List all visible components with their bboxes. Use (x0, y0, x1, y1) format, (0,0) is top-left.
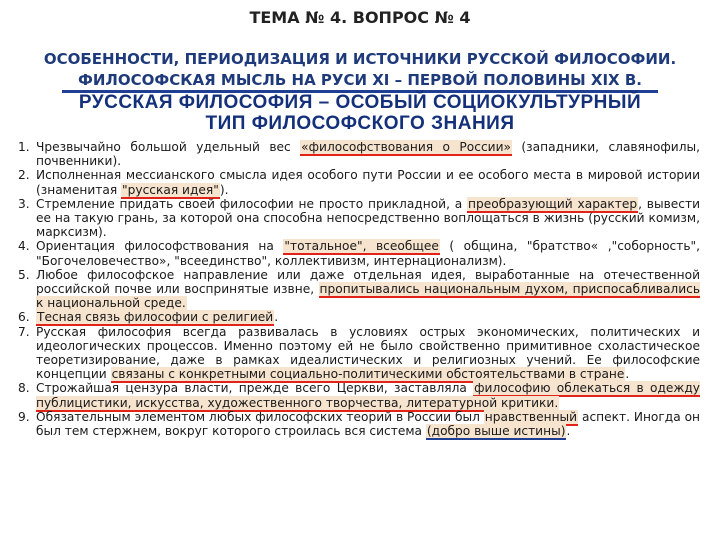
heading-line-2: ТИП ФИЛОСОФСКОГО ЗНАНИЯ (205, 113, 515, 134)
item-highlight: связаны с конкретными социально-политическими обстоятельствами в стране (111, 367, 625, 382)
list-item (18, 168, 700, 196)
item-text: . (625, 367, 630, 382)
item-highlight: нравственный (484, 409, 578, 424)
item-highlight: "тотальное", всеобщее (284, 239, 439, 254)
item-text: Обязательным элементом любых философских теорий в России был (36, 409, 484, 424)
item-text: аспект. Иногда он был тем стержнем, вокруг которого строилась вся система (36, 409, 701, 439)
item-text: , вывести ее на такую грань, за которой она способна непосредственно воплощаться в жизнь (русский комизм, марксизм). (36, 196, 701, 240)
item-highlight: «философствования о России» (301, 140, 511, 154)
item-text: ( община, "братство« ,"соборность", "Богочеловечество», "всеединство", коллективизм, интернационализм). (36, 239, 700, 268)
list-item (18, 239, 700, 267)
item-number: 7. (18, 324, 30, 339)
item-highlight: (добро выше истины) (426, 424, 566, 439)
item-text: . (566, 424, 571, 439)
item-highlight: Тесная связь философии с религией (37, 310, 274, 325)
theses-list (18, 140, 700, 438)
topic-title: ТЕМА № 4. ВОПРОС № 4 (249, 8, 471, 27)
item-number: 8. (18, 381, 30, 396)
heading-line-1: РУССКАЯ ФИЛОСОФИЯ – ОСОБЫЙ СОЦИОКУЛЬТУРНЫЙ (78, 92, 642, 113)
list-item (18, 268, 700, 311)
item-text: Чрезвычайно большой удельный вес (36, 140, 301, 154)
list-item (18, 410, 700, 438)
item-highlight: пропитывались национальным духом, приспосабливались к национальной среде. (36, 282, 701, 311)
list-item (18, 310, 700, 324)
item-number: 6. (18, 310, 30, 325)
list-item (18, 381, 700, 409)
item-number: 4. (18, 239, 30, 254)
item-text: Строжайшая цензура власти, прежде всего Церкви, заставляла (36, 381, 474, 396)
item-highlight: преобразующий характер (468, 196, 638, 211)
item-number: 2. (18, 168, 30, 183)
list-item (18, 197, 700, 240)
item-number: 1. (18, 140, 30, 154)
item-text: (западники, славянофилы, почвенники). (36, 140, 700, 169)
subtitle-line-1: ОСОБЕННОСТИ, ПЕРИОДИЗАЦИЯ И ИСТОЧНИКИ РУССКОЙ ФИЛОСОФИИ. (43, 50, 677, 68)
item-highlight: "русская идея" (122, 182, 219, 197)
item-highlight: философию облекаться в одежду публицистики, искусства, художественного творчества, литературной критики. (36, 381, 700, 410)
item-number: 9. (18, 409, 30, 424)
item-number: 5. (18, 267, 30, 282)
item-number: 3. (18, 196, 30, 211)
item-text: ). (219, 182, 229, 197)
list-item (18, 140, 700, 168)
item-text: Стремление придать своей философии не просто прикладной, а (36, 196, 468, 211)
subtitle-line-2: ФИЛОСОФСКАЯ МЫСЛЬ НА РУСИ XI – ПЕРВОЙ ПОЛОВИНЫ XIX В. (78, 71, 642, 89)
item-text: Любое философское направление или даже отдельная идея, выработанные на отечественной российской почве или воспринятые извне, (36, 267, 700, 297)
item-text: Ориентация философствования на (36, 239, 284, 254)
list-item (18, 325, 700, 382)
item-text: . (274, 310, 279, 325)
item-text: Русская философия всегда развивалась в условиях острых экономических, политических и идеологических процессов. Именно поэтому ей не было свойственно примитивное схоластическое теоретизирование, даже в рамках идеалистических и религиозных учений. Ее философские концепции (36, 324, 700, 382)
item-text: Исполненная мессианского смысла идея особого пути России и ее особого места в мировой истории (знаменитая (36, 168, 700, 197)
